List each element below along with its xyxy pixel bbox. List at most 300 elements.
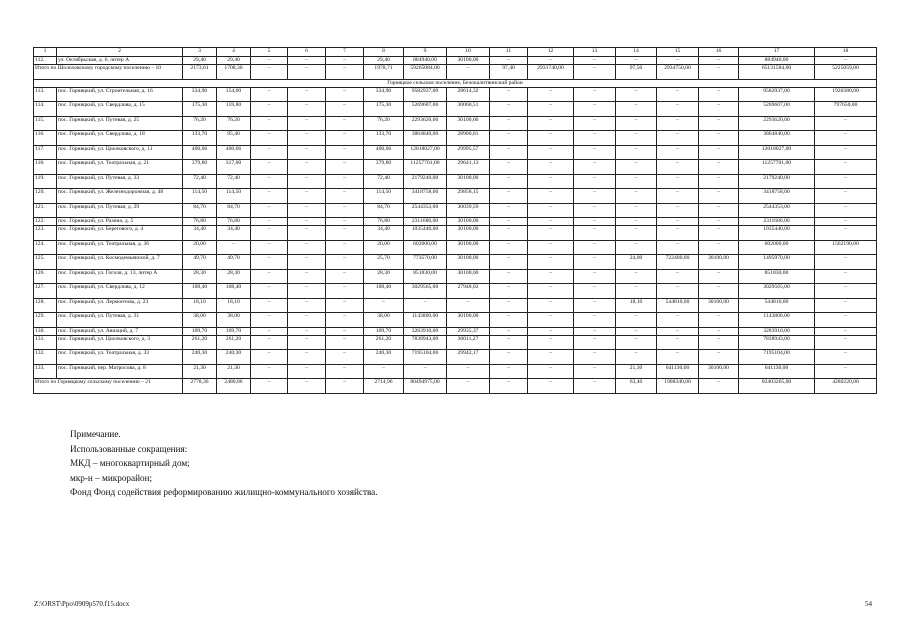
value-cell: – xyxy=(326,335,364,350)
value-cell: – xyxy=(616,145,657,160)
value-cell: 21,30 xyxy=(616,364,657,379)
value-cell: – xyxy=(326,255,364,270)
value-cell: – xyxy=(251,240,288,255)
total-cell: 4280220,00 xyxy=(815,379,877,394)
value-cell: – xyxy=(326,160,364,175)
value-cell: – xyxy=(528,218,574,226)
row-number-cell: 122. xyxy=(34,218,57,226)
value-cell: – xyxy=(574,226,616,241)
value-cell: – xyxy=(616,131,657,146)
value-cell: – xyxy=(815,327,877,335)
value-cell: 20,00 xyxy=(364,240,404,255)
value-cell: – xyxy=(699,269,739,284)
value-cell: – xyxy=(616,269,657,284)
total-cell: – xyxy=(251,65,288,80)
column-number: 13 xyxy=(574,48,616,57)
value-cell: 2311680,00 xyxy=(404,218,447,226)
row-number-cell: 116. xyxy=(34,131,57,146)
value-cell: 5269607,00 xyxy=(739,102,815,117)
address-cell: пос. Горняцкий, ул. Путевая, д. 33 xyxy=(57,174,183,189)
value-cell: 544810,00 xyxy=(739,298,815,313)
value-cell: 18,10 xyxy=(183,298,217,313)
value-cell: – xyxy=(815,218,877,226)
value-cell: 773570,00 xyxy=(404,255,447,270)
value-cell: – xyxy=(288,298,326,313)
total-label: Итого по Горняцкому сельскому поселению – 21 xyxy=(34,379,183,394)
value-cell: 30100,00 xyxy=(447,116,490,131)
value-cell: – xyxy=(490,335,528,350)
column-number: 8 xyxy=(364,48,404,57)
value-cell: – xyxy=(616,350,657,365)
value-cell: 11257701,00 xyxy=(404,160,447,175)
value-cell: 334,90 xyxy=(364,87,404,102)
value-cell: – xyxy=(528,298,574,313)
value-cell: 38,00 xyxy=(183,313,217,328)
total-cell: 97,50 xyxy=(616,65,657,80)
value-cell: 84,70 xyxy=(364,203,404,218)
value-cell: 3418758,00 xyxy=(739,189,815,204)
value-cell: – xyxy=(326,174,364,189)
row-number-cell: 132. xyxy=(34,350,57,365)
value-cell: – xyxy=(251,145,288,160)
address-cell: пос. Горняцкий, ул. Космодемьянской, д. 7 xyxy=(57,255,183,270)
value-cell: 30100,00 xyxy=(447,313,490,328)
value-cell: – xyxy=(288,240,326,255)
value-cell: – xyxy=(574,313,616,328)
value-cell: 400,66 xyxy=(183,145,217,160)
value-cell: – xyxy=(815,189,877,204)
total-cell: – xyxy=(326,65,364,80)
value-cell: 240,30 xyxy=(217,350,251,365)
value-cell: – xyxy=(699,131,739,146)
value-cell: 334,90 xyxy=(183,87,217,102)
value-cell: 49,70 xyxy=(217,255,251,270)
value-cell: 175,30 xyxy=(183,102,217,117)
value-cell: – xyxy=(657,174,699,189)
table-row xyxy=(34,269,877,284)
value-cell: – xyxy=(490,203,528,218)
value-cell: 9582937,00 xyxy=(739,87,815,102)
value-cell: – xyxy=(616,174,657,189)
value-cell: – xyxy=(251,350,288,365)
value-cell: – xyxy=(574,102,616,117)
value-cell: 175,30 xyxy=(364,102,404,117)
value-cell: – xyxy=(490,102,528,117)
value-cell: 109,70 xyxy=(217,327,251,335)
row-number-cell: 115. xyxy=(34,116,57,131)
value-cell: – xyxy=(251,160,288,175)
table-row xyxy=(34,131,877,146)
value-cell: – xyxy=(528,131,574,146)
value-cell: – xyxy=(288,131,326,146)
value-cell: – xyxy=(404,298,447,313)
value-cell: 108,40 xyxy=(183,284,217,299)
value-cell: – xyxy=(251,102,288,117)
column-number: 10 xyxy=(447,48,490,57)
value-cell: – xyxy=(528,102,574,117)
value-cell: 1495970,00 xyxy=(739,255,815,270)
row-number-cell: 117. xyxy=(34,145,57,160)
value-cell: – xyxy=(699,174,739,189)
value-cell: – xyxy=(490,240,528,255)
value-cell: 240,30 xyxy=(364,350,404,365)
value-cell: – xyxy=(288,102,326,117)
value-cell: – xyxy=(288,313,326,328)
value-cell: 114,50 xyxy=(364,189,404,204)
value-cell: – xyxy=(251,174,288,189)
row-number-cell: 131. xyxy=(34,335,57,350)
value-cell: 114,50 xyxy=(217,189,251,204)
value-cell: – xyxy=(699,226,739,241)
value-cell: – xyxy=(657,327,699,335)
value-cell: – xyxy=(699,313,739,328)
total-cell: – xyxy=(528,379,574,394)
value-cell: – xyxy=(288,327,326,335)
value-cell: – xyxy=(490,269,528,284)
value-cell: – xyxy=(699,160,739,175)
value-cell: 34,40 xyxy=(364,226,404,241)
value-cell: – xyxy=(251,313,288,328)
value-cell: 884940,00 xyxy=(404,57,447,65)
value-cell: – xyxy=(490,160,528,175)
value-cell: – xyxy=(815,160,877,175)
total-cell: – xyxy=(699,65,739,80)
value-cell: 379,80 xyxy=(183,160,217,175)
column-number: 15 xyxy=(657,48,699,57)
value-cell: 114,50 xyxy=(183,189,217,204)
table-row xyxy=(34,255,877,270)
value-cell: 72,40 xyxy=(364,174,404,189)
value-cell: – xyxy=(528,240,574,255)
value-cell: – xyxy=(528,174,574,189)
value-cell: 261,20 xyxy=(364,335,404,350)
value-cell: – xyxy=(574,350,616,365)
value-cell: – xyxy=(251,57,288,65)
value-cell: – xyxy=(251,226,288,241)
note-line: Использованные сокращения: xyxy=(70,443,188,454)
value-cell: – xyxy=(288,87,326,102)
value-cell: – xyxy=(815,116,877,131)
table-row xyxy=(34,226,877,241)
value-cell: – xyxy=(574,269,616,284)
value-cell: – xyxy=(288,218,326,226)
value-cell: – xyxy=(528,364,574,379)
value-cell: – xyxy=(616,335,657,350)
value-cell: 18,10 xyxy=(217,298,251,313)
address-cell: пос. Горняцкий, ул. Путевая, д. 29 xyxy=(57,203,183,218)
value-cell: – xyxy=(574,174,616,189)
table-row xyxy=(34,174,877,189)
value-cell: 30100,00 xyxy=(699,298,739,313)
value-cell: – xyxy=(326,145,364,160)
value-cell: – xyxy=(288,189,326,204)
value-cell: 2293620,00 xyxy=(404,116,447,131)
value-cell: 49,70 xyxy=(183,255,217,270)
value-cell: 38,00 xyxy=(364,313,404,328)
total-cell: 2714,96 xyxy=(364,379,404,394)
value-cell: 84,70 xyxy=(217,203,251,218)
value-cell: – xyxy=(288,335,326,350)
value-cell: 76,80 xyxy=(364,218,404,226)
value-cell: – xyxy=(326,116,364,131)
value-cell: 25,70 xyxy=(364,255,404,270)
table-row xyxy=(34,284,877,299)
column-number: 2 xyxy=(57,48,183,57)
value-cell: 133,70 xyxy=(183,131,217,146)
value-cell: 3283910,00 xyxy=(739,327,815,335)
address-cell: пос. Горняцкий, ул. Циолковского, д. 3 xyxy=(57,335,183,350)
value-cell: – xyxy=(699,57,739,65)
value-cell: 30100,00 xyxy=(699,255,739,270)
value-cell: 2311680,00 xyxy=(739,218,815,226)
value-cell: – xyxy=(574,189,616,204)
value-cell: – xyxy=(699,240,739,255)
column-number: 11 xyxy=(490,48,528,57)
value-cell: 379,80 xyxy=(364,160,404,175)
note-line: Примечание. xyxy=(70,429,121,439)
value-cell: – xyxy=(574,327,616,335)
address-cell: пос. Горняцкий, пер. Матросова, д. 8 xyxy=(57,364,183,379)
value-cell: – xyxy=(251,255,288,270)
value-cell: – xyxy=(528,335,574,350)
value-cell: – xyxy=(326,203,364,218)
address-cell: пос. Горняцкий, ул. Театральная, д. 21 xyxy=(57,160,183,175)
value-cell: 72,40 xyxy=(183,174,217,189)
address-cell: пос. Горняцкий, ул. Свердлова, д. 18 xyxy=(57,131,183,146)
table-row xyxy=(34,189,877,204)
value-cell: 38,00 xyxy=(217,313,251,328)
value-cell: – xyxy=(657,189,699,204)
address-cell: пос. Горняцкий, ул. Гоголя, д. 13, литер А xyxy=(57,269,183,284)
value-cell: – xyxy=(574,116,616,131)
row-number-cell: 127. xyxy=(34,284,57,299)
value-cell: – xyxy=(815,203,877,218)
value-cell: 29935,37 xyxy=(447,327,490,335)
row-number-cell: 133. xyxy=(34,364,57,379)
value-cell: – xyxy=(251,298,288,313)
value-cell: 1143800,00 xyxy=(404,313,447,328)
row-number-cell: 119. xyxy=(34,174,57,189)
value-cell: 20,00 xyxy=(183,240,217,255)
value-cell: 2179240,00 xyxy=(404,174,447,189)
total-cell: 82403265,00 xyxy=(739,379,815,394)
table-row xyxy=(34,116,877,131)
address-cell: пос. Горняцкий, ул. Путевая, д. 31 xyxy=(57,313,183,328)
total-cell: 2931740,00 xyxy=(528,65,574,80)
value-cell: – xyxy=(616,226,657,241)
table-row xyxy=(34,364,877,379)
value-cell: 261,20 xyxy=(183,335,217,350)
value-cell: – xyxy=(657,240,699,255)
value-cell: – xyxy=(490,327,528,335)
value-cell: – xyxy=(447,364,490,379)
value-cell: – xyxy=(288,57,326,65)
row-number-cell: 118. xyxy=(34,160,57,175)
address-cell: пос. Горняцкий, ул. Свердлова, д. 15 xyxy=(57,102,183,117)
value-cell: – xyxy=(490,298,528,313)
section-heading-row xyxy=(34,79,877,87)
value-cell: – xyxy=(657,57,699,65)
row-number-cell: 120. xyxy=(34,189,57,204)
value-cell: 261,20 xyxy=(217,335,251,350)
table-row xyxy=(34,218,877,226)
value-cell: – xyxy=(699,102,739,117)
value-cell: 28,30 xyxy=(217,269,251,284)
value-cell: – xyxy=(490,145,528,160)
value-cell: 133,70 xyxy=(364,131,404,146)
value-cell: – xyxy=(490,131,528,146)
value-cell: – xyxy=(326,131,364,146)
table-row xyxy=(34,102,877,117)
value-cell: – xyxy=(528,116,574,131)
value-cell: 21,30 xyxy=(217,364,251,379)
value-cell: 27948,02 xyxy=(447,284,490,299)
value-cell: – xyxy=(574,364,616,379)
value-cell: 11257701,00 xyxy=(739,160,815,175)
column-number: 18 xyxy=(815,48,877,57)
value-cell: 2179240,00 xyxy=(739,174,815,189)
value-cell: – xyxy=(574,240,616,255)
column-number: 6 xyxy=(288,48,326,57)
value-cell: 3418758,00 xyxy=(404,189,447,204)
total-cell: 2934750,00 xyxy=(657,65,699,80)
value-cell: 5269607,00 xyxy=(404,102,447,117)
value-cell: – xyxy=(364,364,404,379)
value-cell: 1035440,00 xyxy=(404,226,447,241)
value-cell: – xyxy=(288,203,326,218)
section-heading: Горняцкое сельское поселение, Белокалитвинский район xyxy=(34,79,877,87)
value-cell: – xyxy=(288,284,326,299)
table-row xyxy=(34,335,877,350)
column-number: 7 xyxy=(326,48,364,57)
total-cell: – xyxy=(490,379,528,394)
value-cell: 7195104,00 xyxy=(739,350,815,365)
value-cell: 84,70 xyxy=(183,203,217,218)
value-cell: – xyxy=(326,298,364,313)
value-cell: – xyxy=(251,269,288,284)
value-cell: – xyxy=(490,313,528,328)
table-row xyxy=(34,145,877,160)
value-cell: – xyxy=(815,57,877,65)
value-cell: – xyxy=(657,313,699,328)
value-cell: – xyxy=(326,327,364,335)
value-cell: – xyxy=(574,131,616,146)
value-cell: – xyxy=(815,269,877,284)
value-cell: 9582937,00 xyxy=(404,87,447,102)
total-cell: 65131584,00 xyxy=(739,65,815,80)
value-cell: – xyxy=(251,87,288,102)
value-cell: – xyxy=(574,284,616,299)
value-cell: 159,80 xyxy=(217,102,251,117)
table-row xyxy=(34,57,877,65)
value-cell: 30011,27 xyxy=(447,335,490,350)
table-row xyxy=(34,87,877,102)
value-cell: – xyxy=(326,218,364,226)
value-cell: – xyxy=(490,284,528,299)
value-cell: 240,30 xyxy=(183,350,217,365)
value-cell: – xyxy=(815,284,877,299)
value-cell: – xyxy=(528,327,574,335)
value-cell: – xyxy=(251,364,288,379)
file-path: Z:\ORST\Ppo\0909p570.f15.docx xyxy=(34,600,130,608)
row-number-cell: 130. xyxy=(34,327,57,335)
value-cell: 2293620,00 xyxy=(739,116,815,131)
value-cell: 30100,00 xyxy=(447,240,490,255)
value-cell: – xyxy=(657,335,699,350)
value-cell: – xyxy=(574,335,616,350)
value-cell: 28906,81 xyxy=(447,131,490,146)
value-cell: – xyxy=(657,131,699,146)
column-number: 4 xyxy=(217,48,251,57)
column-number: 17 xyxy=(739,48,815,57)
table-row xyxy=(34,240,877,255)
value-cell: – xyxy=(574,298,616,313)
value-cell: – xyxy=(490,255,528,270)
value-cell: – xyxy=(616,203,657,218)
value-cell: 30039,59 xyxy=(447,203,490,218)
value-cell: 95,40 xyxy=(217,131,251,146)
total-row xyxy=(34,379,877,394)
value-cell: 1143800,00 xyxy=(739,313,815,328)
value-cell: – xyxy=(490,350,528,365)
value-cell: – xyxy=(657,203,699,218)
value-cell: 400,66 xyxy=(364,145,404,160)
value-cell: – xyxy=(251,116,288,131)
row-number-cell: 121. xyxy=(34,203,57,218)
total-row xyxy=(34,65,877,80)
address-cell: пос. Горняцкий, ул. Театральная, д. 36 xyxy=(57,240,183,255)
table-row xyxy=(34,313,877,328)
value-cell: 884940,00 xyxy=(739,57,815,65)
housing-registry-table xyxy=(33,47,877,394)
value-cell: 30100,00 xyxy=(447,218,490,226)
row-number-cell: 129. xyxy=(34,313,57,328)
column-number: 3 xyxy=(183,48,217,57)
value-cell: – xyxy=(616,240,657,255)
address-cell: пос. Горняцкий, ул. Театральная, д. 33 xyxy=(57,350,183,365)
value-cell: – xyxy=(574,255,616,270)
value-cell: 109,70 xyxy=(364,327,404,335)
value-cell: 34,40 xyxy=(183,226,217,241)
value-cell: 30100,00 xyxy=(699,364,739,379)
total-cell: 59265084,00 xyxy=(404,65,447,80)
value-cell: – xyxy=(326,226,364,241)
row-number-cell: 125. xyxy=(34,255,57,270)
value-cell: – xyxy=(326,87,364,102)
value-cell: 2544353,00 xyxy=(739,203,815,218)
value-cell: 76,20 xyxy=(183,116,217,131)
value-cell: 851830,00 xyxy=(404,269,447,284)
column-number: 9 xyxy=(404,48,447,57)
value-cell: 29995,57 xyxy=(447,145,490,160)
value-cell: – xyxy=(616,313,657,328)
value-cell: – xyxy=(699,145,739,160)
value-cell: – xyxy=(815,364,877,379)
value-cell: – xyxy=(616,57,657,65)
address-cell: пос. Горняцкий, ул. Берегового, д. 4 xyxy=(57,226,183,241)
value-cell: – xyxy=(447,298,490,313)
value-cell: – xyxy=(657,284,699,299)
value-cell: – xyxy=(699,327,739,335)
value-cell: – xyxy=(326,189,364,204)
total-cell: – xyxy=(288,379,326,394)
value-cell: – xyxy=(528,226,574,241)
value-cell: – xyxy=(616,189,657,204)
value-cell: – xyxy=(326,350,364,365)
value-cell: – xyxy=(326,313,364,328)
value-cell: – xyxy=(288,116,326,131)
value-cell: 722400,00 xyxy=(657,255,699,270)
